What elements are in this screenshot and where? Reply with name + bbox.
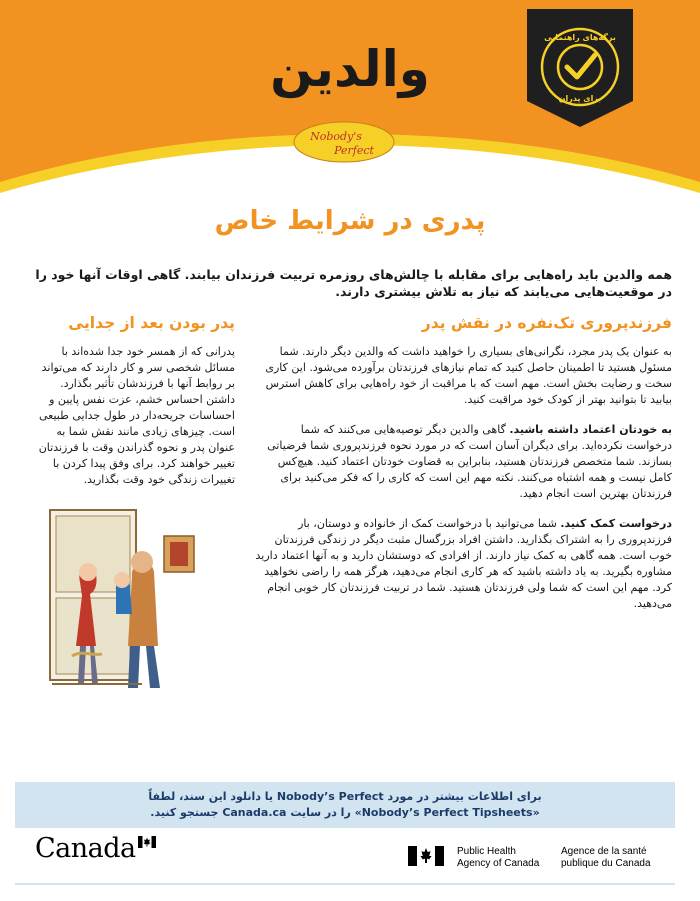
svg-text:Perfect: Perfect — [334, 144, 374, 157]
single-fatherhood-section — [252, 312, 672, 626]
main-title: والدین — [270, 40, 430, 98]
more-info-band — [15, 782, 675, 828]
after-separation-paragraph: پدرانی که از همسر خود جدا شده‌اند با مسائل شخصی سر و کار دارند که می‌تواند بر روابط آنها با فرزندشان تأثیر بگذارد. داشتن احساس خشم، عزت نفس پایین و احساسات جریحه‌دار در طول جدایی طبیعی است. چیزهای زیادی مانند نقش شما به عنوان پدر و نحوه گذراندن وقت با فرزندتان تغییر خواهند کرد. برای وفق پیدا کردن با تغییرات زندگی خود وقت بگذارید. — [38, 345, 235, 486]
single-fatherhood-heading: فرزندپروری تک‌نفره در نقش پدر — [421, 314, 672, 332]
more-info-line-1: برای اطلاعات بیشتر در مورد Nobody’s Perfect یا دانلود این سند، لطفاً — [148, 790, 542, 803]
bottom-rule — [15, 883, 675, 885]
ask-for-help-lead: درخواست کمک کنید. — [560, 517, 672, 530]
single-fatherhood-paragraph: به عنوان یک پدر مجرد، نگرانی‌های بسیاری را خواهید داشت که والدین دیگر دارند. شما مسئول هستید تا اطمینان حاصل کنید که تمام نیازهای فرزندتان برآورده می‌شود. این کاری سخت و رضایت بخش است. مهم است که با مراقبت از خود راه‌هایی برای کاهش استرس بیابید تا بتوانید بهتر از کودک خود مراقبت کنید. — [265, 345, 672, 406]
more-info-line-2: «Nobody’s Perfect Tipsheets» را در سایت Canada.ca جستجو کنید. — [150, 806, 540, 819]
intro-paragraph: همه والدین باید راه‌هایی برای مقابله با چالش‌های روزمره تربیت فرزندان بیابند. گاهی اوقات آنها خود را در موقعیت‌هایی می‌یابند که نیاز به تلاش بیشتری دارند. — [35, 267, 672, 299]
phac-flag-icon — [408, 846, 444, 866]
trust-yourself-text: گاهی والدین دیگر توصیه‌هایی می‌کنند که شما درخواست نکرده‌اید. برای دیگران آسان است که در مورد نحوه فرزندپروری شما فرضیاتی بسازند. شما متخصص فرزندتان هستید، بنابراین به قضاوت خودتان اعتماد کنید. هیچ‌کس کامل نیست و همه اشتباه می‌کنند. نکته مهم این است که کاری را که فکر می‌کنید برای فرزندتان بهترین است انجام دهید. — [267, 423, 672, 500]
page-subtitle: پدری در شرایط خاص — [214, 206, 486, 236]
trust-yourself-paragraph — [252, 422, 672, 502]
father-and-child-illustration — [32, 496, 228, 696]
badge-top-label: برگه‌های راهنمایی — [544, 33, 616, 42]
phac-english-name: Public Health Agency of Canada — [457, 846, 540, 869]
canada-flag-icon — [138, 836, 156, 848]
after-separation-heading: پدر بودن بعد از جدایی — [68, 314, 235, 332]
svg-text:Nobody's: Nobody's — [310, 130, 362, 143]
canada-wordmark: Canada — [35, 833, 136, 864]
ask-for-help-paragraph — [252, 516, 672, 612]
badge-bottom-label: برای پدران — [558, 94, 602, 103]
tips-for-fathers-badge — [527, 9, 633, 127]
trust-yourself-lead: به خودتان اعتماد داشته باشید. — [509, 423, 672, 436]
after-separation-section — [35, 312, 235, 502]
phac-french-name: Agence de la santé publique du Canada — [561, 846, 651, 869]
man-figure — [128, 562, 158, 646]
ask-for-help-text: شما می‌توانید با درخواست کمک از خانواده و دوستان، بار فرزندپروری را به اشتراک بگذارید. داشتن افراد بزرگسال مثبت دیگر در زندگی فرزندتان خوب است. همه گاهی به کمک نیاز دارند. از افرادی که دوستشان دارید و به آنها اعتماد دارید مشاوره بگیرید. به یاد داشته باشید که هر کاری انجام می‌دهید، هرگز همه را راضی نخواهید کرد. مهم این است که شما ولی فرزندتان هستید. شما در تربیت فرزندتان کار خوبی انجام می‌دهید. — [255, 517, 672, 610]
nobodys-perfect-logo — [292, 120, 396, 164]
